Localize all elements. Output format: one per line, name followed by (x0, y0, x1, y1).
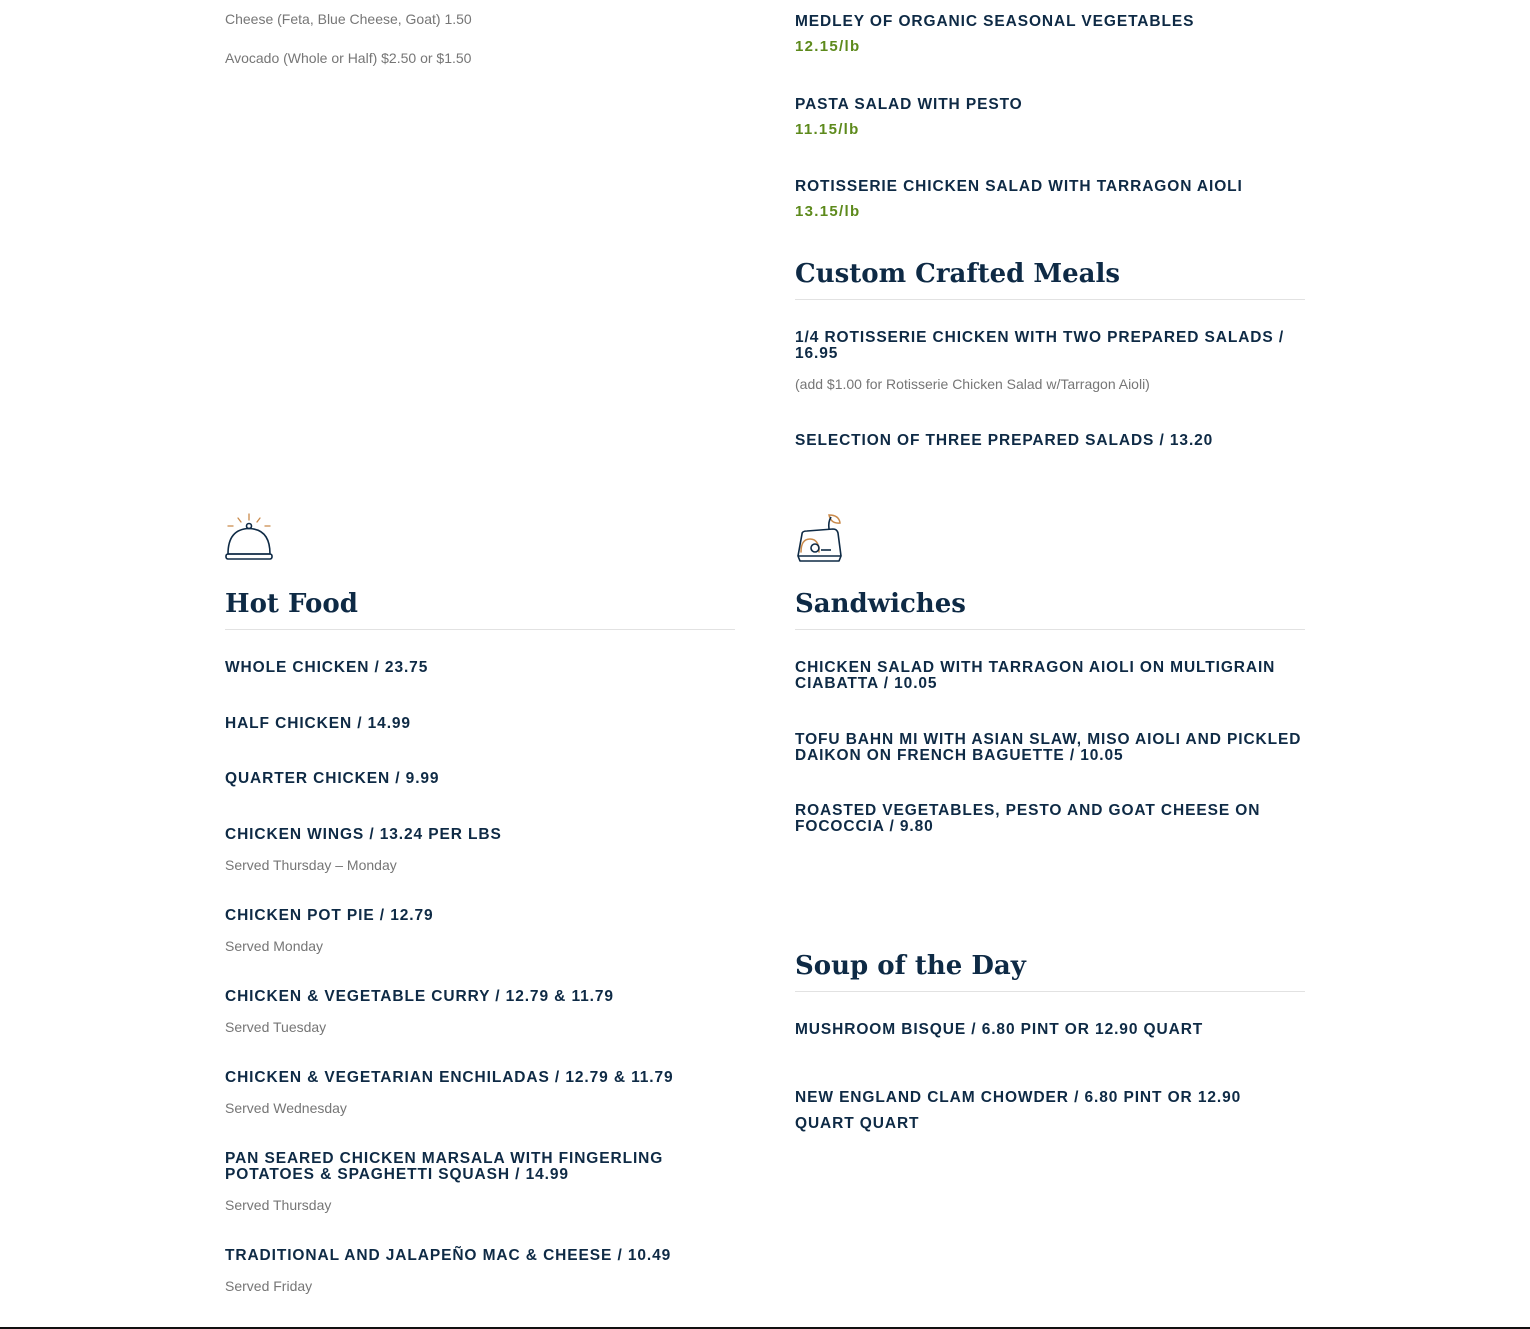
soup-heading: Soup of the Day (795, 949, 1305, 992)
hot-food-item: TRADITIONAL AND JALAPEÑO MAC & CHEESE / 10.49 (225, 1247, 672, 1264)
hot-food-item: CHICKEN & VEGETARIAN ENCHILADAS / 12.79 & 11.79 (225, 1069, 674, 1086)
hot-food-note: Served Thursday (225, 1197, 332, 1213)
extra-cheese: Cheese (Feta, Blue Cheese, Goat) 1.50 (225, 11, 472, 27)
hot-food-note: Served Friday (225, 1278, 313, 1294)
custom-meals-heading: Custom Crafted Meals (795, 257, 1305, 300)
soup-item: MUSHROOM BISQUE / 6.80 PINT OR 12.90 QUART (795, 1021, 1204, 1038)
extra-avocado: Avocado (Whole or Half) $2.50 or $1.50 (225, 50, 472, 66)
hot-food-heading: Hot Food (225, 587, 735, 630)
left-column (225, 0, 735, 1329)
salad-item: ROTISSERIE CHICKEN SALAD WITH TARRAGON AIOLI (795, 178, 1243, 195)
hot-food-item: CHICKEN & VEGETABLE CURRY / 12.79 & 11.79 (225, 988, 614, 1005)
sandwich-item: ROASTED VEGETABLES, PESTO AND GOAT CHEESE ON FOCOCCIA / 9.80 (795, 802, 1261, 835)
hot-food-note: Served Thursday – Monday (225, 857, 397, 873)
right-column (795, 0, 1305, 1329)
hot-food-item: CHICKEN POT PIE / 12.79 (225, 907, 434, 924)
salad-item: PASTA SALAD WITH PESTO (795, 96, 1023, 113)
sandwich-item: CHICKEN SALAD WITH TARRAGON AIOLI ON MULTIGRAIN CIABATTA / 10.05 (795, 659, 1276, 692)
cloche-icon (225, 512, 277, 564)
custom-meal-item: SELECTION OF THREE PREPARED SALADS / 13.20 (795, 432, 1214, 449)
soup-item: NEW ENGLAND CLAM CHOWDER / 6.80 PINT OR 12.90 QUART QUART (795, 1089, 1242, 1132)
hot-food-note: Served Monday (225, 938, 324, 954)
custom-meal-note: (add $1.00 for Rotisserie Chicken Salad w/Tarragon Aioli) (795, 376, 1150, 392)
sandwiches-heading: Sandwiches (795, 587, 1305, 630)
hot-food-item: HALF CHICKEN / 14.99 (225, 715, 411, 732)
salad-item: MEDLEY OF ORGANIC SEASONAL VEGETABLES (795, 13, 1195, 30)
hot-food-item: QUARTER CHICKEN / 9.99 (225, 770, 440, 787)
salad-price: 13.15/lb (795, 203, 861, 220)
salad-price: 11.15/lb (795, 121, 860, 138)
custom-meal-item: 1/4 ROTISSERIE CHICKEN WITH TWO PREPARED SALADS / 16.95 (795, 329, 1285, 362)
hot-food-note: Served Tuesday (225, 1019, 327, 1035)
hot-food-item: PAN SEARED CHICKEN MARSALA WITH FINGERLING POTATOES & SPAGHETTI SQUASH / 14.99 (225, 1150, 664, 1183)
hot-food-item: WHOLE CHICKEN / 23.75 (225, 659, 429, 676)
hot-food-item: CHICKEN WINGS / 13.24 PER LBS (225, 826, 502, 843)
sandwich-item: TOFU BAHN MI WITH ASIAN SLAW, MISO AIOLI AND PICKLED DAIKON ON FRENCH BAGUETTE / 10.05 (795, 731, 1302, 764)
salad-price: 12.15/lb (795, 38, 861, 55)
sandwich-icon (795, 512, 847, 564)
hot-food-note: Served Wednesday (225, 1100, 347, 1116)
